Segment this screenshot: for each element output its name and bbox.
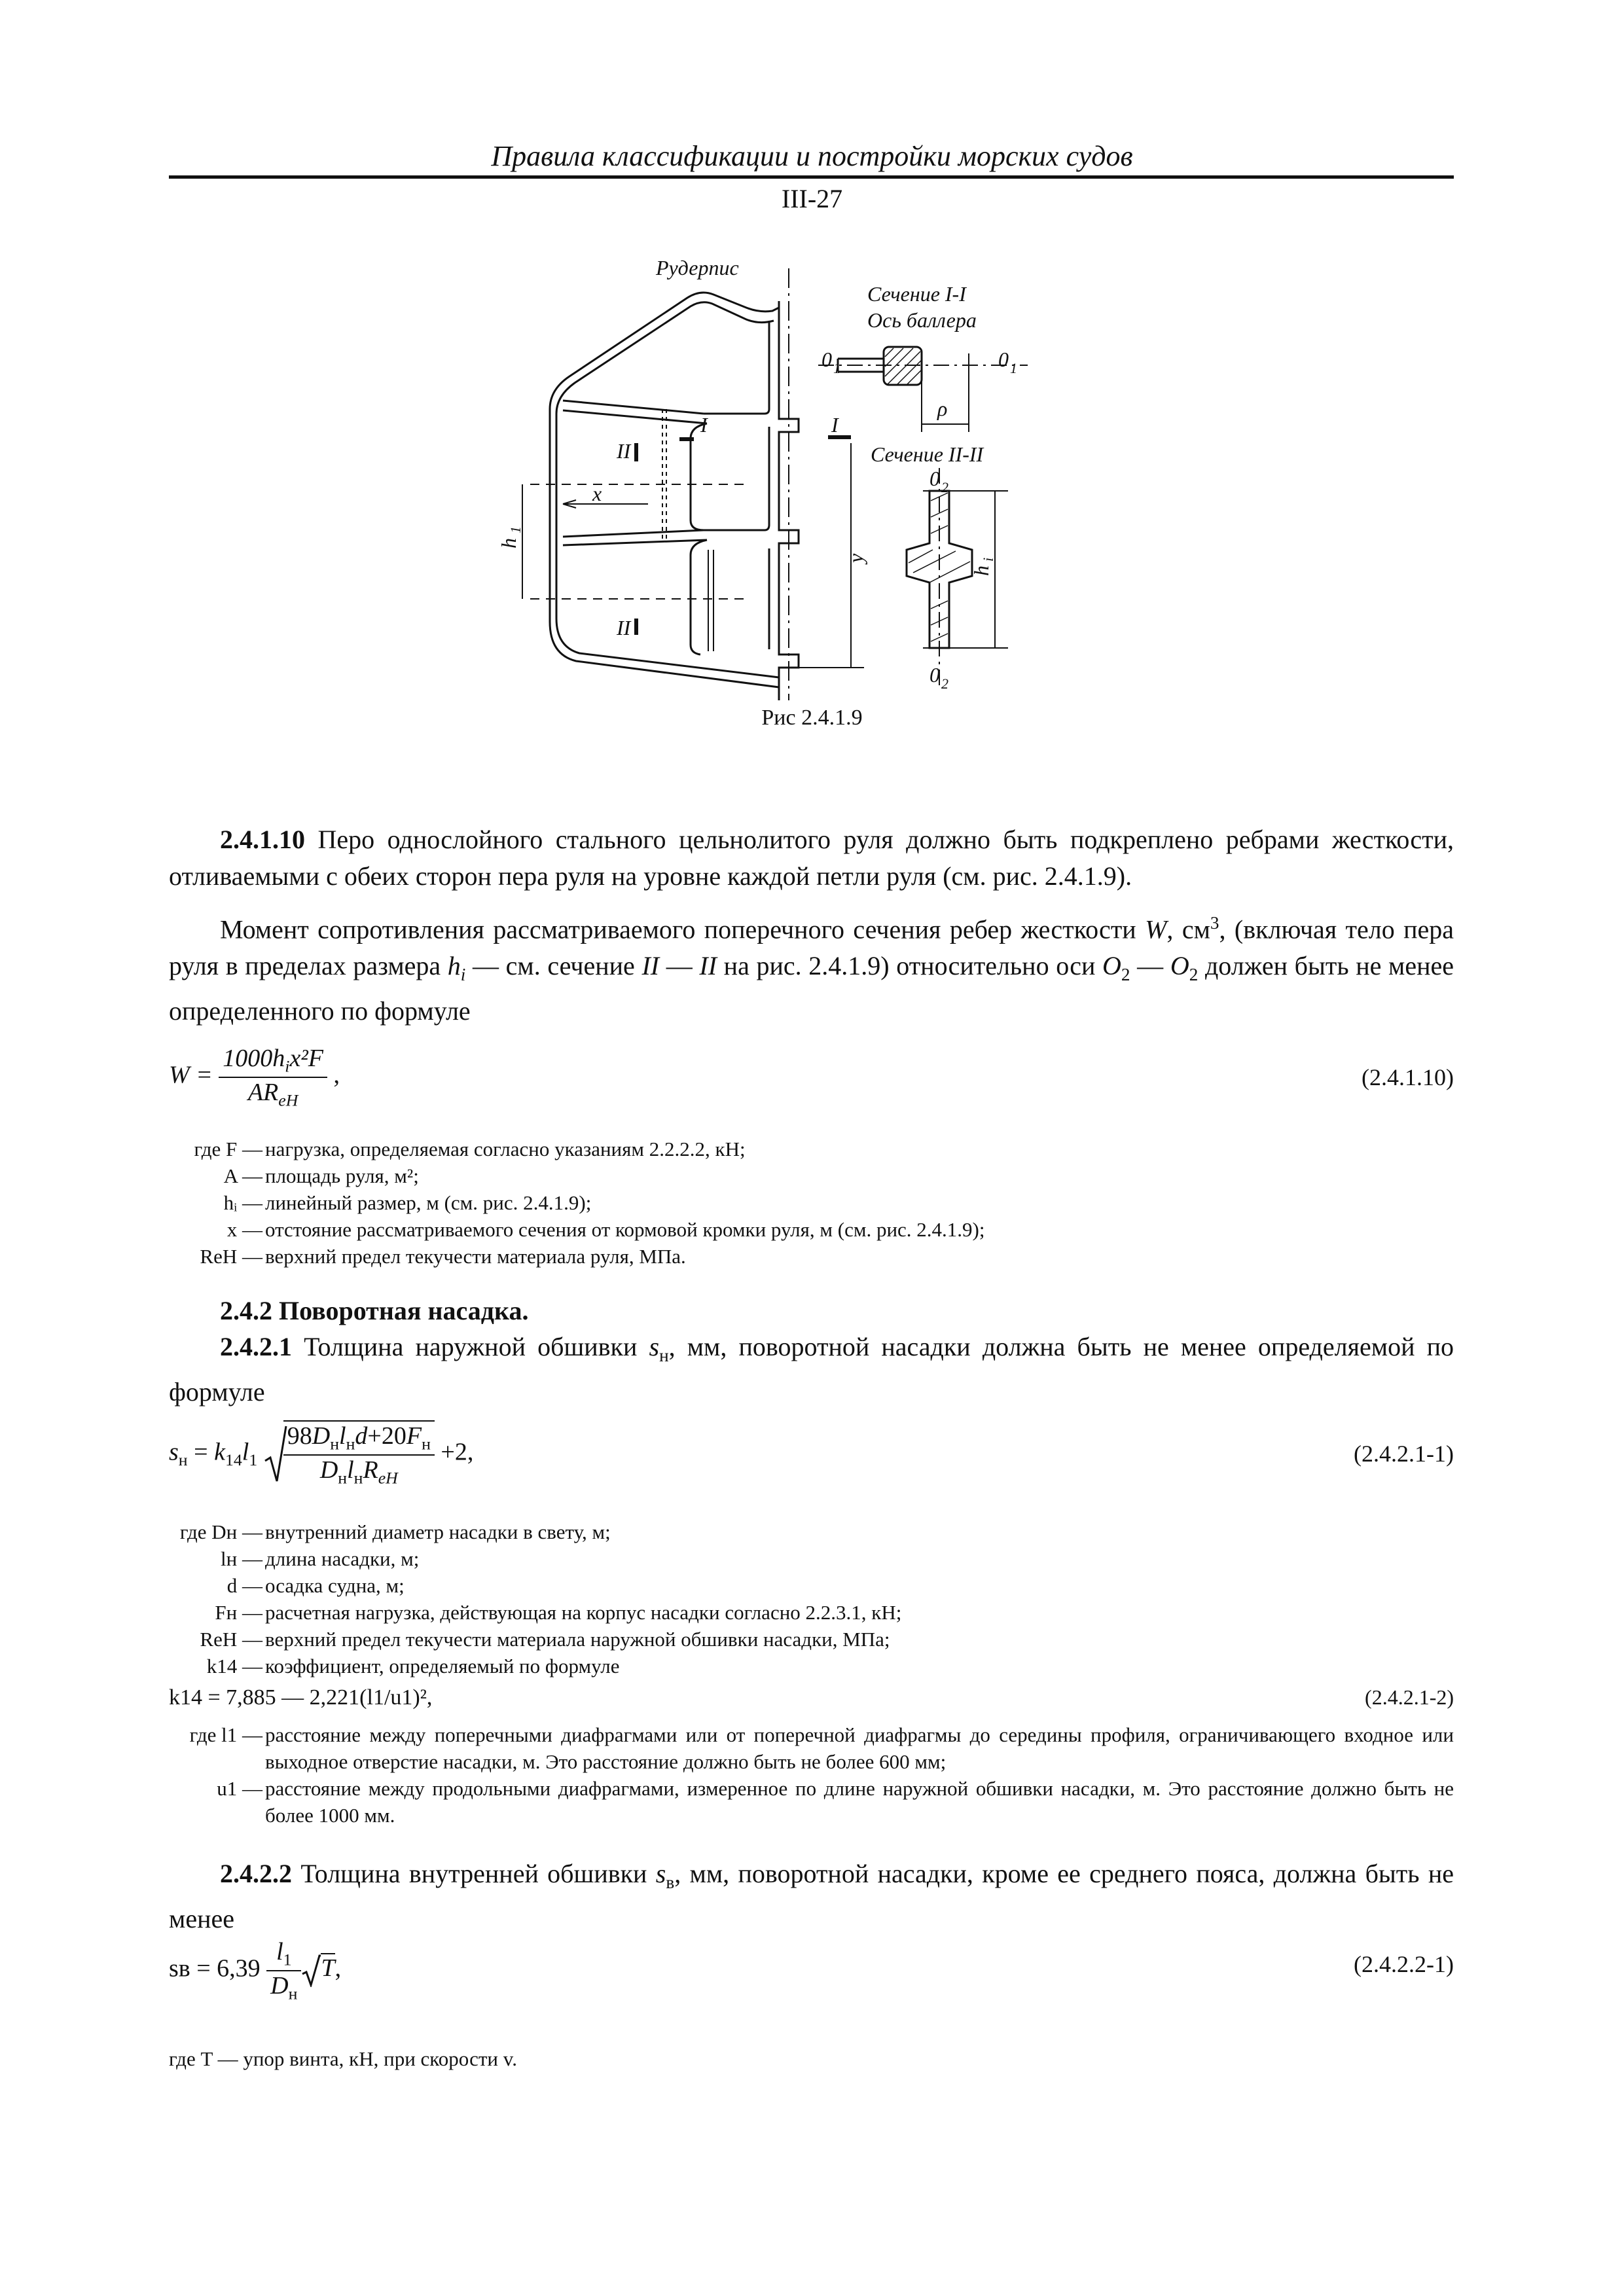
where-symbol: где Dн — — [179, 1520, 262, 1543]
equation-number: (2.4.2.1-1) — [1354, 1441, 1454, 1467]
where-text: нагрузка, определяемая согласно указаниям 2.2.2.2, кН; — [265, 1138, 746, 1160]
label-section-1: Сечение I-I — [867, 282, 966, 306]
eq-fraction: $\frac{98D_нl_нd+20F_н}{D_нl_нR_{eH}}$ — [283, 1420, 435, 1488]
text-run: на рис. 2.4.1.9) относительно оси — [717, 951, 1103, 981]
where-row — [169, 1721, 1454, 1775]
text-run: Момент сопротивления рассматриваемого поперечного сечения ребер жесткости — [220, 914, 1146, 944]
where-symbol: hᵢ — — [223, 1191, 262, 1214]
text-run: Толщина наружной обшивки — [292, 1332, 649, 1361]
where-text: внутренний диаметр насадки в свету, м; — [265, 1520, 611, 1543]
eq-fraction: $\frac{l_1}{D_н}$ — [266, 1937, 301, 2003]
eq-den-sub: eH — [278, 1090, 298, 1110]
where-row — [169, 1775, 1454, 1829]
eq-den: AR — [247, 1078, 279, 1106]
equation-2-4-1-10 — [169, 1044, 1454, 1110]
where-text: расчетная нагрузка, действующая на корпус насадки согласно 2.2.3.1, кН; — [265, 1601, 902, 1624]
where-text: осадка судна, м; — [265, 1574, 405, 1597]
paragraph-2-4-2-2: 2.4.2.2 Толщина внутренней обшивки $s_в$, мм, поворотной насадки, кроме ее среднего пояса, должна быть не менее — [169, 1859, 1454, 1933]
label-section-2: Сечение II-II — [871, 442, 984, 466]
label-I-right: I — [831, 413, 839, 437]
sqrt-sign — [301, 1954, 321, 1987]
where-list-3 — [169, 1721, 1454, 1829]
where-symbol: где l1 — — [189, 1723, 262, 1746]
label-h1-sub: 1 — [507, 526, 524, 533]
text-run: , мм, поворотной насадки должна быть не менее определяемой по формуле — [169, 1332, 1454, 1407]
clause-number: 2.4.2.1 — [220, 1332, 292, 1361]
text-run: должен быть не менее определенного по формуле — [169, 951, 1454, 1026]
where-text: отстояние рассматриваемого сечения от кормовой кромки руля, м (см. рис. 2.4.1.9); — [265, 1218, 985, 1241]
where-symbol: u1 — — [217, 1777, 262, 1800]
where-list-2 — [169, 1518, 1454, 1679]
where-list-1 — [169, 1136, 1454, 1270]
label-o1-right-sub: 1 — [1010, 360, 1017, 376]
where-row — [169, 1545, 1454, 1572]
where-row — [169, 1599, 1454, 1626]
where-text: расстояние между поперечными диафрагмами или от поперечной диафрагмы до середины профиля, ограничивающего входное или выходное отверстие насадки, м. Это расстояние должно быть не более 600 мм; — [265, 1723, 1454, 1773]
eq-tail: , — [333, 1061, 340, 1089]
equation-2-4-2-1-2 — [169, 1685, 1454, 1710]
text-run: — см. сечение — [465, 951, 642, 981]
text-run: , см — [1166, 914, 1210, 944]
figure-caption: Рис 2.4.1.9 — [761, 706, 863, 730]
where-row — [169, 1162, 1454, 1189]
figure-rudder-section — [471, 242, 1060, 700]
equation-2-4-2-1-1: $s_н = k_{14}l_1$ $\frac{98D_нl_нd+20F_н}{D_нl_нR_{eH}}$ +2, (2.4.2.1-1) — [169, 1420, 1454, 1488]
label-o1-right: 0 — [998, 348, 1009, 371]
eq-body: k14 = 7,885 — 2,221(l1/u1)², — [169, 1685, 433, 1710]
where-symbol: lн — — [221, 1547, 262, 1570]
equation-number: (2.4.2.1-2) — [1365, 1685, 1454, 1709]
label-axis: Ось баллера — [867, 308, 977, 332]
label-o2-bottom: 0 — [929, 663, 940, 687]
where-row — [169, 1518, 1454, 1545]
where-row — [169, 1653, 1454, 1679]
clause-number: 2.4.2.2 — [220, 1859, 292, 1888]
where-symbol: d — — [226, 1574, 262, 1597]
where-text: площадь руля, м²; — [265, 1164, 419, 1187]
page-number: III-27 — [781, 184, 843, 213]
label-rho: ρ — [937, 397, 948, 420]
where-row — [169, 1243, 1454, 1270]
clause-number: 2.4.1.10 — [220, 825, 305, 854]
eq-tail: +2, — [441, 1438, 474, 1466]
eq-lhs: W = — [169, 1061, 213, 1089]
text-run: , мм, поворотной насадки, кроме ее среднего пояса, должна быть не менее — [169, 1859, 1454, 1933]
eq-lhs: sв = 6,39 — [169, 1954, 261, 1982]
where-text: линейный размер, м (см. рис. 2.4.1.9); — [265, 1191, 592, 1214]
where-row — [169, 1216, 1454, 1243]
where-symbol: ReH — — [200, 1245, 262, 1268]
where-row — [169, 1189, 1454, 1216]
label-hi: h — [969, 565, 993, 576]
label-II-bottom: II — [617, 616, 631, 639]
label-o2-top: 0 — [929, 467, 940, 490]
where-text: верхний предел текучести материала наружной обшивки насадки, МПа; — [265, 1628, 890, 1651]
paragraph-moment: Момент сопротивления рассматриваемого поперечного сечения ребер жесткости W, $см^3$, (включая тело пера руля в пределах размера $h_i$ — см. сечение II — II на рис. 2.4.1.9) относительно оси $O_2$ — $O_2$ должен быть не менее определенного по формуле — [169, 913, 1454, 1026]
label-II-top: II — [617, 439, 631, 463]
paragraph-2-4-2-1: 2.4.2.1 Толщина наружной обшивки $s_н$, мм, поворотной насадки должна быть не менее определяемой по формуле — [169, 1332, 1454, 1407]
where-row — [169, 1572, 1454, 1599]
label-h1: h — [497, 538, 520, 548]
eq-num: 1000h — [223, 1045, 285, 1072]
equation-number: (2.4.2.2-1) — [1354, 1951, 1454, 1977]
where-text: коэффициент, определяемый по формуле — [265, 1655, 620, 1677]
label-hi-sub: i — [980, 557, 996, 562]
where-symbol: ReH — — [200, 1628, 262, 1651]
where-row — [169, 1136, 1454, 1162]
where-symbol: k14 — — [206, 1655, 262, 1677]
eq-tail: , — [334, 1954, 342, 1982]
eq-num-tail: x²F — [289, 1045, 323, 1072]
text-run: , (включая тело пера руля в пределах размера — [169, 914, 1454, 981]
where-symbol: где F — — [194, 1138, 262, 1160]
label-o2-top-sub: 2 — [941, 479, 948, 495]
running-header: Правила классификации и постройки морских судов — [491, 140, 1133, 172]
where-symbol: x — — [226, 1218, 262, 1241]
label-y: y — [844, 553, 867, 563]
where-symbol: Fн — — [215, 1601, 262, 1624]
where-list-4: где T — упор винта, кН, при скорости v. — [169, 2047, 517, 2070]
label-o2-bottom-sub: 2 — [941, 675, 948, 692]
label-I-left: I — [700, 413, 708, 437]
where-text: верхний предел текучести материала руля, МПа. — [265, 1245, 686, 1268]
text-run: Толщина внутренней обшивки — [292, 1859, 656, 1888]
where-text: расстояние между продольными диафрагмами, измеренное по длине наружной обшивки насадки, м. Это расстояние должно быть не более 1000 мм. — [265, 1777, 1454, 1827]
label-x: x — [592, 482, 602, 505]
section-heading-2-4-2: 2.4.2 Поворотная насадка. — [220, 1296, 529, 1325]
clause-text: Перо однослойного стального цельнолитого руля должно быть подкреплено ребрами жесткости, отливаемыми с обеих сторон пера руля на уровне каждой петли руля (см. рис. 2.4.1.9). — [169, 825, 1454, 891]
label-o1-left-sub: 1 — [833, 360, 840, 376]
where-symbol: A — — [223, 1164, 262, 1187]
label-ruderpis: Рудерпис — [656, 256, 739, 279]
header-rule — [169, 175, 1454, 179]
paragraph-2-4-1-10 — [169, 821, 1454, 895]
equation-number: (2.4.1.10) — [1362, 1064, 1454, 1090]
where-text: длина насадки, м; — [265, 1547, 420, 1570]
eq-fraction: $\frac{1000h_ix^2F}{AR_{eH}}$ — [219, 1044, 327, 1110]
where-row — [169, 1626, 1454, 1653]
label-o1-left: 0 — [821, 348, 832, 371]
equation-2-4-2-2-1: sв = 6,39 $\frac{l_1}{D_н}$ T, (2.4.2.2-1) — [169, 1938, 1454, 2003]
